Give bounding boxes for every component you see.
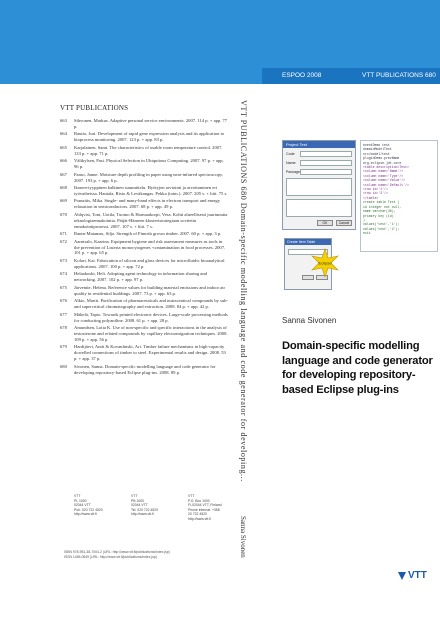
address-column: [74, 494, 110, 522]
cover-illustration: [282, 140, 438, 290]
publication-text: Sihvonen, Markus. Adaptive personal service environments. 2007. 114 p. + app. 77 p.: [74, 118, 228, 129]
publication-entry: [60, 364, 228, 376]
publication-entry: [60, 312, 228, 324]
publication-entry: [60, 212, 228, 230]
back-cover-list: [60, 104, 228, 377]
vtt-logo: [398, 570, 427, 581]
publication-number: 673: [60, 257, 67, 263]
dialog-table: [286, 178, 352, 196]
publication-text: Pranaitis, Mika. Single- and many-band effects in electron transport and energy relaxation in semiconductors. 2007. 68 p. + app. 49 p.: [74, 198, 221, 210]
code-line: <column name='Type'/>: [363, 173, 404, 178]
logo-text: VTT: [408, 570, 427, 581]
address-column: [131, 494, 167, 522]
publication-number: 667: [60, 171, 67, 177]
address-line: Tel. 020 722 4520: [131, 507, 158, 512]
publication-number: 665: [60, 144, 67, 150]
publication-text: Hardtjärvi, Antti & Kovanlinski, Ari. Timber failure mechanisms in high-capacity dowelled connections of timber to steel. Experimental results and design. 2008. 53 p. + app. 37 p.: [74, 344, 226, 362]
address-line: PB 1000: [131, 498, 145, 503]
publication-text: Mäkelä, Tapio. Towards printed electronic devices. Large-scale processing methods for conducting polyaniline. 2008. 61 p. + app. 28 p.: [74, 311, 228, 323]
address-block: [74, 494, 224, 522]
code-line: create table Test (: [363, 200, 400, 205]
publication-number: 663: [60, 118, 67, 123]
publication-number: 674: [60, 271, 67, 277]
publication-entry: [60, 231, 228, 237]
publication-entry: [60, 198, 228, 210]
publication-text: Aarnisalo, Kaarina. Equipment hygiene and risk assessment measures as tools in the prevention of Listeria monocytogenes -contamination in food processes. 2007. 101 p. + app. 65 p.: [74, 238, 226, 256]
star-label: Eclipse: [318, 260, 332, 266]
publication-number: 671: [60, 231, 67, 237]
publication-number: 672: [60, 238, 67, 244]
code-line: primary key (id): [363, 213, 394, 218]
publication-number: 668: [60, 185, 67, 191]
publication-text: Välikylsen, Pasi. Physical Selection in Ubiquitous Computing. 2007. 97 p. + app. 96 p.: [74, 158, 224, 170]
publication-entry: [60, 158, 228, 170]
publication-text: Helaakoski, Heli. Adopting agent technology in information sharing and networking. 2007. 102 p. + app. 97 p.: [74, 271, 207, 283]
text-field: [300, 151, 352, 157]
code-line: exit: [363, 231, 371, 236]
address-line: VTT: [74, 494, 81, 498]
publication-text: Alkio, Martti. Purification of pharmaceuticals and nutraceutical compounds by sub- and supercritical chromatography and extraction. 2008. 84 p. + app. 42 p.: [74, 298, 228, 310]
publication-entry: [60, 131, 228, 143]
code-line: <column name='Name'/>: [363, 169, 404, 174]
publication-number: 675: [60, 284, 67, 290]
publication-entry: [60, 172, 228, 184]
code-line: <row id='1'/>: [363, 187, 388, 192]
publication-list: [60, 118, 228, 375]
code-line: domainModelTest: [363, 147, 392, 152]
publication-number: 677: [60, 311, 67, 317]
dialog-titlebar: Project Test: [283, 141, 355, 148]
publication-number: 666: [60, 158, 67, 164]
dialog-table: [286, 199, 352, 217]
code-line: ): [363, 217, 365, 222]
vtt-mark-icon: [398, 572, 406, 580]
back-cover-title: VTT PUBLICATIONS: [60, 104, 129, 112]
publication-text: Sivonen, Sanna. Domain-specific modelling language and code generator for developing repository-based Eclipse plug-ins. 2008. 89 p.: [74, 363, 216, 375]
series-name: VTT PUBLICATIONS 680: [362, 72, 436, 79]
address-line: http://www.vtt.fi: [74, 512, 97, 517]
publication-entry: [60, 145, 228, 157]
code-line: <row id='2'/>: [363, 191, 388, 196]
dialog-row: [286, 169, 352, 175]
spine-author: Sanna Sivonen: [239, 516, 247, 558]
spine-title: VTT PUBLICATIONS 680 Domain-specific modelling language and code generator for developing...: [239, 100, 248, 482]
code-line: pluginDemo.prevName: [363, 156, 400, 161]
publication-number: 678: [60, 325, 67, 330]
address-line: FI-02044 VTT, Finland: [188, 503, 222, 508]
row-label: Package: [286, 170, 300, 174]
publication-number: 670: [60, 211, 67, 217]
code-line: name varchar(40),: [363, 209, 396, 214]
book-title: Domain-specific modelling language and code generator for developing repository-based Eclipse plug-ins: [282, 340, 433, 396]
author-name: Sanna Sivonen: [282, 316, 337, 325]
code-line: org.eclipse.jdt.core: [363, 160, 402, 165]
address-column: [188, 494, 224, 522]
code-line: values('test','1');: [363, 222, 400, 227]
publication-text: Järventie, Helena. Reference values for building material emissions and indoor air quality in residential buildings. 2007. 73 p. + app. 63 p.: [74, 284, 226, 296]
publication-text: Ikonen-tyyppinen kalkinen suunnittelu. Hyötyjen arviointi ja arvottaminen eri työvaiheissa. Hautala, Risto & Leväkangas. Pekka (toim.). 2007. 205 s. + liitt. 75 s.: [74, 185, 228, 196]
star-burst-icon: [310, 248, 340, 278]
publication-number: 679: [60, 344, 67, 350]
publication-entry: [60, 185, 228, 197]
address-line: http://www.vtt.fi: [188, 516, 211, 521]
publication-entry: [60, 271, 228, 283]
address-line: http://www.vtt.fi: [131, 512, 154, 517]
publication-entry: [60, 239, 228, 257]
code-line: id integer not null,: [363, 204, 402, 209]
publication-text: Kolari, Kai. Fabrication of silicon and glass devices for microfluidic bioanalytical applications. 2007. 100 p. + app. 72 p.: [74, 257, 225, 269]
address-line: Phone internat. +358 20 722 4520: [188, 507, 220, 517]
place-year: ESPOO 2008: [282, 72, 322, 79]
address-line: PL 1000: [74, 498, 87, 503]
dialog-titlebar: Create Item Table: [285, 239, 331, 245]
text-field: [300, 169, 352, 175]
issn-block: [64, 550, 170, 560]
address-line: 02044 VTT: [74, 503, 91, 508]
publication-text: Ahlqvist, Toni, Uotila, Tuomo & Harmaakorpi, Vesa. Kohti alueellisesti juurtunutta teknologiaennakointia. Päijät-Hämeen klusteristrategiaan sovitettu ennakointiprosessi. 2007. 107 s. + liitt. 7 s.: [74, 211, 228, 229]
cancel-button: Cancel: [336, 220, 352, 226]
code-line: </table>: [363, 195, 379, 200]
publication-entry: [60, 285, 228, 297]
address-line: VTT: [188, 494, 195, 498]
publication-number: 680: [60, 363, 67, 369]
row-label: Name: [286, 161, 296, 165]
code-tree: [360, 140, 438, 252]
code-line: <column name='Default'/>: [363, 182, 409, 187]
address-line: P.O. Box 1000: [188, 498, 210, 503]
address-line: 02044 VTT: [131, 503, 148, 508]
code-line: values('test','2');: [363, 226, 400, 231]
publication-entry: [60, 118, 228, 130]
code-line: src/model/test: [363, 151, 390, 156]
publication-text: Amundsen, Lotta K. Use of non-specific and specific interactions in the analysis of testosterone and related compounds by capillary electromigration techniques. 2008. 109 p. + app. 56 p.: [74, 325, 228, 342]
text-field: [300, 160, 352, 166]
code-line: <table description=Test>: [363, 165, 409, 170]
ok-button: OK: [317, 220, 333, 226]
publication-entry: [60, 344, 228, 362]
publication-text: Rautio, Juri. Development of rapid gene expression analysis and its application to bioprocess monitoring. 2007. 123 p. + app. 83 p.: [74, 131, 225, 143]
publication-text: Paaso, Janne. Moisture depth profiling in paper using near-infrared spectroscopy. 2007. 193 p. + app. 6 p.: [74, 171, 224, 183]
publication-text: Rantn-Matamas, Silja. Strength of Finnish grown timber. 2007. 60 p. + app. 3 p.: [74, 231, 222, 237]
issn-line: ISBN 978-951-38-7004-2 (URL: http://www.vtt.fi/publications/index.jsp): [64, 550, 170, 554]
publication-text: Karjalainen, Sami. The characteristics of usable room temperature control. 2007. 133 p. + app. 71 p.: [74, 144, 223, 156]
dialog-row: [286, 151, 352, 157]
dialog-row: [286, 160, 352, 166]
code-line: <column name='Value'/>: [363, 178, 406, 183]
address-line: Puh. 020 722 4520: [74, 507, 103, 512]
publication-entry: [60, 325, 228, 343]
publication-entry: [60, 258, 228, 270]
publication-number: 669: [60, 198, 67, 204]
project-dialog: [282, 140, 356, 230]
publication-number: 676: [60, 298, 67, 304]
publication-number: 664: [60, 131, 67, 137]
dialog-buttons: [286, 220, 352, 226]
row-label: Code: [286, 152, 295, 156]
issn-line: ISSN 1455-0849 (URL: http://www.vtt.fi/publications/index.jsp): [64, 554, 157, 559]
code-line: eventDemo test: [363, 143, 390, 147]
address-line: VTT: [131, 494, 138, 498]
publication-entry: [60, 298, 228, 310]
